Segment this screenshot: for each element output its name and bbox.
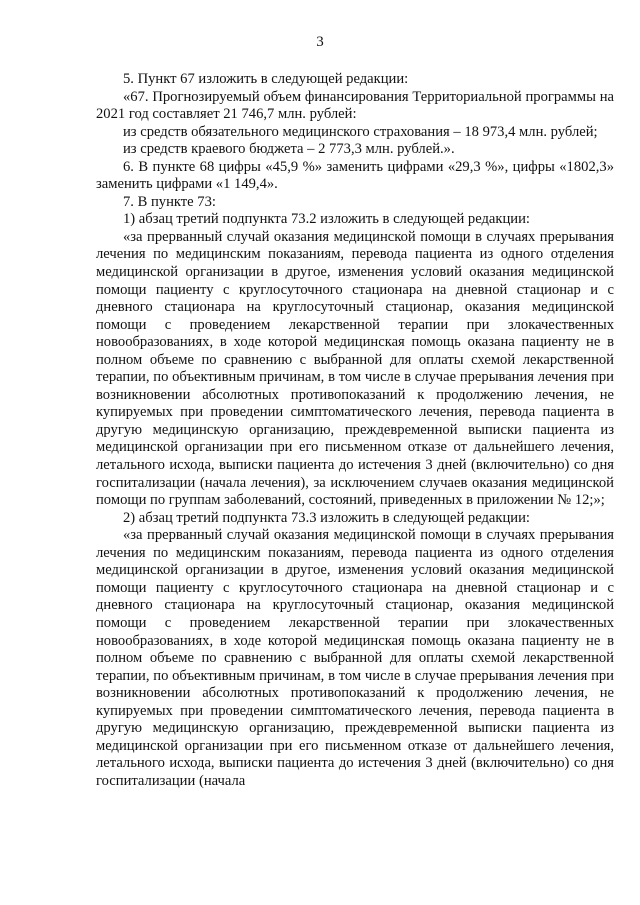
paragraph-subitem-73-3-heading: 2) абзац третий подпункта 73.3 изложить в следующей редакции: bbox=[123, 509, 530, 526]
paragraph-oms-funding: из средств обязательного медицинского страхования – 18 973,4 млн. рублей; bbox=[123, 123, 598, 140]
paragraph-subitem-73-2-text: «за прерванный случай оказания медицинской помощи в случаях прерывания лечения по медицинским показаниям, перевода пациента из одного отделения медицинской организации в другое, изменения условий оказания медицинской помощи пациенту с круглосуточного стационара на дневной стационар и с дневного стационара на круглосуточный стационар, оказания медицинской помощи с проведением лекарственной терапии при злокачественных новообразованиях, в ходе которой медицинская помощь оказана пациенту не в полном объеме по сравнению с выбранной для оплаты схемой лекарственной терапии, по объективным причинам, в том числе в случае прерывания лечения при возникновении абсолютных противопоказаний к продолжению лечения, не купируемых при проведении симптоматического лечения, перевода пациента в другую медицинскую организацию, преждевременной выписки пациента из медицинской организации при его письменном отказе от дальнейшего лечения, летального исхода, выписки пациента до истечения 3 дней (включительно) со дня госпитализации (начала лечения), за исключением случаев оказания медицинской помощи по группам заболеваний, состояний, приведенных в приложении № 12;»; bbox=[96, 228, 614, 509]
document-body bbox=[96, 71, 614, 790]
paragraph-subitem-73-2-heading: 1) абзац третий подпункта 73.2 изложить в следующей редакции: bbox=[123, 211, 530, 228]
paragraph-regional-budget: из средств краевого бюджета – 2 773,3 млн. рублей.». bbox=[123, 141, 455, 158]
paragraph-item-5-heading: 5. Пункт 67 изложить в следующей редакции: bbox=[123, 71, 409, 87]
paragraph-subitem-73-3-text: «за прерванный случай оказания медицинской помощи в случаях прерывания лечения по медицинским показаниям, перевода пациента из одного отделения медицинской организации в другое, изменения условий оказания медицинской помощи пациенту с круглосуточного стационара на дневной стационар и с дневного стационара на круглосуточный стационар, оказания медицинской помощи с проведением лекарственной терапии при злокачественных новообразованиях, в ходе которой медицинская помощь оказана пациенту не в полном объеме по сравнению с выбранной для оплаты схемой лекарственной терапии, по объективным причинам, в том числе в случае прерывания лечения при возникновении абсолютных противопоказаний к продолжению лечения, не купируемых при проведении симптоматического лечения, перевода пациента в другую медицинскую организацию, преждевременной выписки пациента из медицинской организации при его письменном отказе от дальнейшего лечения, летального исхода, выписки пациента до истечения 3 дней (включительно) со дня госпитализации (начала bbox=[96, 527, 614, 789]
paragraph-item-67-text: «67. Прогнозируемый объем финансирования Территориальной программы на 2021 год составляет 21 746,7 млн. рублей: bbox=[96, 88, 614, 123]
page-number: 3 bbox=[316, 34, 324, 50]
paragraph-item-7-heading: 7. В пункте 73: bbox=[123, 193, 216, 210]
paragraph-item-6: 6. В пункте 68 цифры «45,9 %» заменить цифрами «29,3 %», цифры «1802,3» заменить цифрами «1 149,4». bbox=[96, 158, 614, 193]
